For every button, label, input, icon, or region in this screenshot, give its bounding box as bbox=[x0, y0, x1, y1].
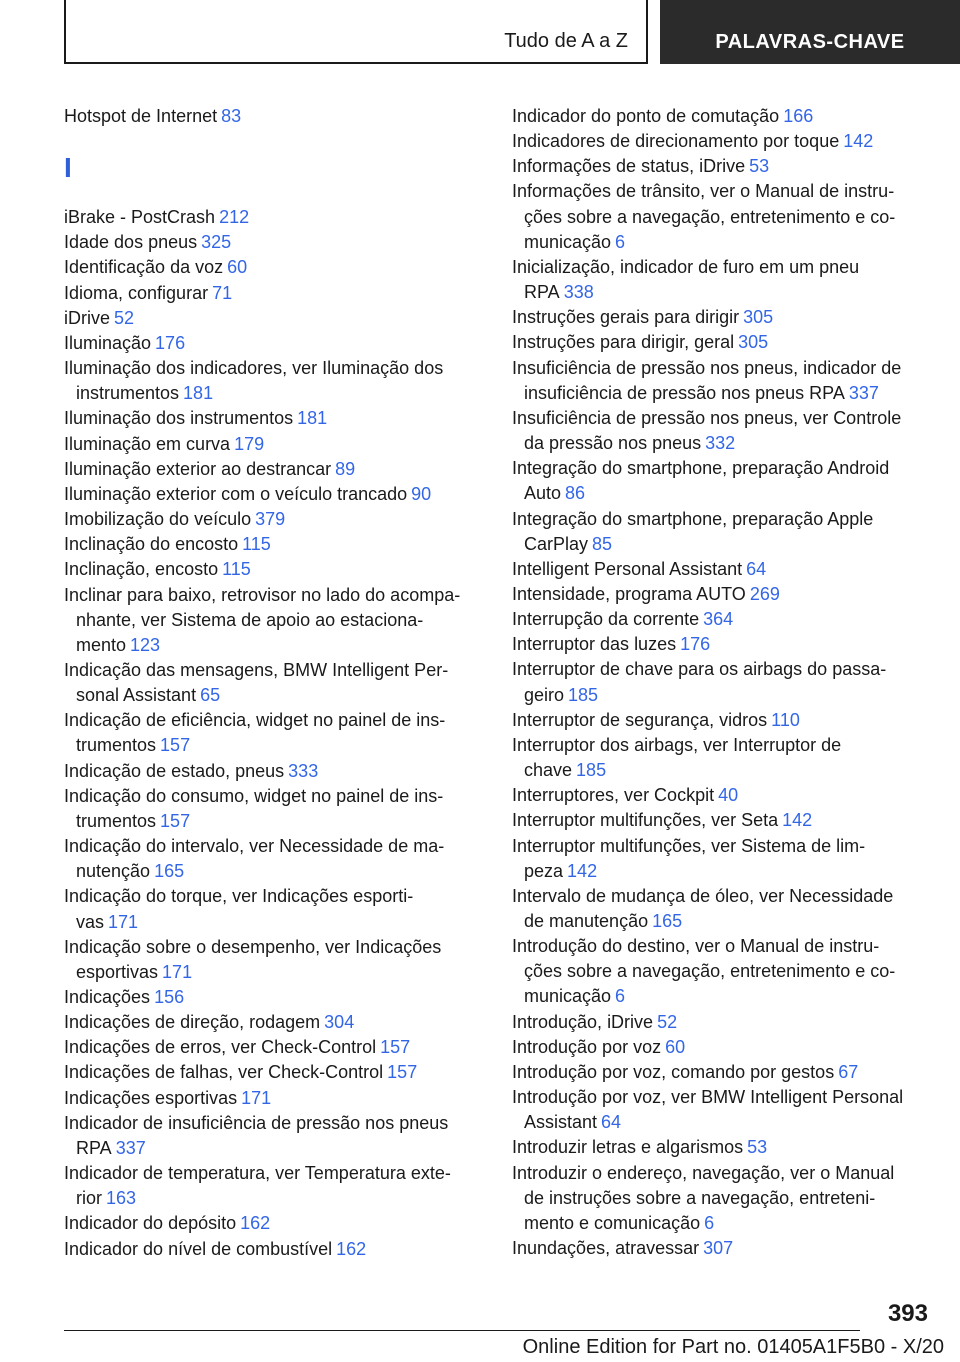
index-entry bbox=[64, 406, 476, 431]
index-entry-text: Indicações de direção, rodagem bbox=[64, 1012, 321, 1033]
index-entry bbox=[512, 657, 932, 707]
index-entry-text: ções sobre a navegação, entretenimento e co- bbox=[524, 961, 896, 982]
index-entry-text: Iluminação exterior com o veículo trancado bbox=[64, 483, 408, 504]
index-page-link[interactable]: 165 bbox=[652, 911, 683, 931]
index-entry-text: Indicador de temperatura, ver Temperatura exte- bbox=[64, 1163, 451, 1184]
index-entry-text: Iluminação dos indicadores, ver Iluminação dos bbox=[64, 358, 444, 379]
index-page-link[interactable]: 64 bbox=[601, 1112, 622, 1133]
page-number: 393 bbox=[887, 1300, 928, 1327]
index-entry bbox=[64, 532, 476, 557]
index-entry-text: Idioma, configurar bbox=[64, 282, 209, 303]
index-entry bbox=[512, 834, 932, 884]
index-page-link[interactable]: 176 bbox=[680, 634, 711, 655]
index-entry bbox=[512, 1236, 932, 1261]
index-entry-text: Iluminação em curva bbox=[64, 433, 231, 454]
index-entry bbox=[512, 582, 932, 607]
index-entry bbox=[64, 1060, 476, 1085]
index-entry bbox=[512, 783, 932, 808]
index-entry bbox=[512, 1135, 932, 1160]
index-entry bbox=[64, 230, 476, 255]
header-bottom-rule bbox=[64, 62, 648, 64]
index-entry-text: Indicador do depósito bbox=[64, 1213, 237, 1234]
index-page-link[interactable]: 85 bbox=[592, 533, 613, 554]
index-entry bbox=[512, 557, 932, 582]
index-entry-text: Identificação da voz bbox=[64, 257, 224, 278]
index-page-link[interactable]: 305 bbox=[743, 307, 774, 328]
index-entry-text: nhante, ver Sistema de apoio ao estaciona- bbox=[76, 609, 424, 630]
index-entry-text: Inclinação, encosto bbox=[64, 559, 219, 580]
index-entry bbox=[64, 583, 476, 658]
index-entry-text: Integração do smartphone, preparação Apple bbox=[512, 508, 874, 529]
index-entry bbox=[512, 330, 932, 355]
index-page-link[interactable]: 176 bbox=[155, 332, 186, 353]
index-page-link[interactable]: 110 bbox=[771, 709, 800, 730]
index-page-link[interactable]: 115 bbox=[242, 534, 271, 555]
index-entry-text: Informações de status, iDrive bbox=[512, 156, 746, 177]
index-entry bbox=[64, 1086, 476, 1111]
index-entry-text: Introdução, iDrive bbox=[512, 1011, 654, 1032]
index-entry-text: peza bbox=[524, 860, 564, 881]
index-entry bbox=[512, 1010, 932, 1035]
index-entry bbox=[64, 1211, 476, 1236]
index-entry bbox=[512, 1060, 932, 1085]
index-entry bbox=[512, 507, 932, 557]
index-entry bbox=[64, 482, 476, 507]
index-entry bbox=[64, 457, 476, 482]
index-page-link[interactable]: 90 bbox=[411, 483, 432, 504]
index-entry-text: Introduzir letras e algarismos bbox=[512, 1137, 744, 1158]
index-column-left bbox=[64, 104, 476, 1262]
index-entry bbox=[64, 935, 476, 985]
index-entry bbox=[512, 632, 932, 657]
index-entry-text: trumentos bbox=[76, 735, 157, 756]
index-entry-text: Indicador do nível de combustível bbox=[64, 1238, 333, 1259]
index-entry-text: Indicadores de direcionamento por toque bbox=[512, 131, 840, 152]
footer-rule bbox=[64, 1330, 860, 1331]
index-entry bbox=[64, 1035, 476, 1060]
index-entry-text: Inicialização, indicador de furo em um pneu bbox=[512, 256, 860, 277]
index-entry-text: Indicação de estado, pneus bbox=[64, 760, 285, 781]
index-entry-text: Intervalo de mudança de óleo, ver Necessidade bbox=[512, 885, 894, 906]
index-entry-text: insuficiência de pressão nos pneus RPA bbox=[524, 382, 845, 403]
index-page-link[interactable]: 52 bbox=[114, 307, 135, 328]
index-entry-text: Interruptor das luzes bbox=[512, 634, 677, 655]
index-entry-text: Iluminação bbox=[64, 332, 152, 353]
index-entry bbox=[64, 708, 476, 758]
index-page-link[interactable]: 71 bbox=[212, 282, 233, 303]
index-page-link[interactable]: 333 bbox=[288, 760, 319, 781]
index-entry bbox=[512, 733, 932, 783]
index-page-link[interactable]: 157 bbox=[387, 1062, 418, 1083]
index-page-link[interactable]: 181 bbox=[297, 408, 328, 429]
index-page-link[interactable]: 171 bbox=[241, 1087, 272, 1108]
index-page-link[interactable]: 304 bbox=[324, 1012, 355, 1033]
index-entry-text: Indicação do intervalo, ver Necessidade de ma- bbox=[64, 836, 445, 857]
index-entry bbox=[64, 658, 476, 708]
index-entry-text: geiro bbox=[524, 684, 565, 705]
index-entry-text: ções sobre a navegação, entretenimento e co- bbox=[524, 206, 896, 227]
index-entry-text: nutenção bbox=[76, 861, 151, 882]
index-entry-text: Instruções gerais para dirigir bbox=[512, 307, 740, 328]
index-entry bbox=[512, 179, 932, 254]
index-entry-text: de manutenção bbox=[524, 911, 649, 931]
index-entry bbox=[64, 1111, 476, 1161]
index-entry-text: chave bbox=[524, 760, 573, 781]
index-entry-text: Indicações bbox=[64, 987, 151, 1007]
index-entry bbox=[64, 1161, 476, 1211]
index-entry-text: Indicação sobre o desempenho, ver Indicações bbox=[64, 936, 442, 957]
index-entry bbox=[64, 1237, 476, 1262]
index-page-link[interactable]: 305 bbox=[738, 332, 769, 353]
index-entry-text: Idade dos pneus bbox=[64, 232, 198, 253]
index-entry-text: da pressão nos pneus bbox=[524, 433, 702, 454]
index-page-link[interactable]: 86 bbox=[565, 483, 586, 504]
index-page-link[interactable]: 185 bbox=[568, 684, 599, 705]
index-entry-text: sonal Assistant bbox=[76, 685, 197, 706]
index-entry-text: de instruções sobre a navegação, entreteni- bbox=[524, 1187, 876, 1208]
index-entry bbox=[64, 331, 476, 356]
index-entry-text: Insuficiência de pressão nos pneus, ver Controle bbox=[512, 407, 902, 428]
index-entry bbox=[512, 1161, 932, 1236]
index-entry bbox=[64, 281, 476, 306]
index-entry-text: Indicação das mensagens, BMW Intelligent Per- bbox=[64, 659, 449, 680]
edition-note: Online Edition for Part no. 01405A1F5B0 - X/20 bbox=[522, 1336, 944, 1358]
index-page-link[interactable]: 179 bbox=[234, 433, 265, 454]
index-entry bbox=[64, 356, 476, 406]
index-entry-text: Interrupção da corrente bbox=[512, 609, 700, 630]
index-page-link[interactable]: 212 bbox=[219, 207, 250, 228]
index-entry bbox=[64, 104, 476, 129]
index-page-link[interactable]: 157 bbox=[160, 735, 191, 756]
index-page-link[interactable]: 67 bbox=[838, 1061, 859, 1082]
index-entry bbox=[64, 834, 476, 884]
index-entry bbox=[64, 884, 476, 934]
index-entry-text: Auto bbox=[524, 483, 562, 504]
index-page-link[interactable]: 165 bbox=[154, 861, 185, 882]
index-entry bbox=[64, 507, 476, 532]
index-entry-text: RPA bbox=[524, 282, 560, 303]
chapter-tab-label: PALAVRAS-CHAVE bbox=[715, 31, 905, 53]
index-page-link[interactable]: 156 bbox=[154, 987, 185, 1007]
index-entry bbox=[512, 884, 932, 934]
index-entry-text: trumentos bbox=[76, 810, 157, 831]
index-entry bbox=[512, 154, 932, 179]
index-entry-text: Interruptor multifunções, ver Seta bbox=[512, 810, 779, 831]
index-entry bbox=[64, 432, 476, 457]
index-page-link[interactable]: 162 bbox=[336, 1238, 367, 1259]
index-page-link[interactable]: 181 bbox=[183, 383, 214, 404]
index-entry bbox=[64, 255, 476, 280]
index-entry bbox=[512, 356, 932, 406]
index-page-link[interactable]: 142 bbox=[782, 810, 813, 831]
index-entry-text: Indicador do ponto de comutação bbox=[512, 106, 780, 126]
index-entry-text: Interruptor multifunções, ver Sistema de lim- bbox=[512, 835, 866, 856]
index-entry bbox=[64, 306, 476, 331]
index-entry-text: Interruptores, ver Cockpit bbox=[512, 785, 715, 806]
index-entry-text: Indicações esportivas bbox=[64, 1087, 238, 1108]
index-page-link[interactable]: 52 bbox=[657, 1011, 678, 1032]
index-letter-heading: I bbox=[64, 152, 72, 184]
chapter-tab bbox=[660, 0, 960, 64]
index-entry-text: vas bbox=[76, 911, 105, 932]
index-page-link[interactable]: 162 bbox=[240, 1213, 271, 1234]
index-page-link[interactable]: 40 bbox=[718, 785, 739, 806]
index-entry bbox=[64, 759, 476, 784]
index-page-link[interactable]: 171 bbox=[162, 961, 193, 982]
section-title: Tudo de A a Z bbox=[504, 30, 628, 52]
index-entry bbox=[512, 406, 932, 456]
index-entry bbox=[512, 808, 932, 833]
index-entry-text: instrumentos bbox=[76, 383, 180, 404]
index-entry-text: esportivas bbox=[76, 961, 159, 982]
index-entry-text: municação bbox=[524, 986, 612, 1007]
index-page-link[interactable]: 142 bbox=[567, 860, 598, 881]
index-entry-text: Inundações, atravessar bbox=[512, 1238, 700, 1259]
index-entry-text: Intelligent Personal Assistant bbox=[512, 558, 743, 579]
header-left-rule bbox=[64, 0, 66, 64]
index-entry-text: iDrive bbox=[64, 307, 111, 328]
index-entry bbox=[64, 205, 476, 230]
index-entry bbox=[512, 708, 932, 733]
index-page-link[interactable]: 166 bbox=[783, 106, 814, 126]
index-page-link[interactable]: 60 bbox=[227, 257, 248, 278]
index-entry-text: Indicação do consumo, widget no painel de ins- bbox=[64, 785, 444, 806]
index-entry-text: mento bbox=[76, 634, 127, 655]
index-page-link[interactable]: 325 bbox=[201, 232, 232, 253]
index-page-link[interactable]: 157 bbox=[160, 810, 191, 831]
index-entry-text: Indicação de eficiência, widget no painel de ins- bbox=[64, 710, 446, 731]
index-entry bbox=[64, 557, 476, 582]
index-page-link[interactable]: 157 bbox=[380, 1037, 411, 1058]
index-entry-text: Inclinação do encosto bbox=[64, 534, 239, 555]
index-page-link[interactable]: 337 bbox=[115, 1137, 146, 1158]
index-entry-text: Introdução por voz, ver BMW Intelligent Personal bbox=[512, 1087, 904, 1108]
index-entry-text: Informações de trânsito, ver o Manual de instru- bbox=[512, 181, 895, 202]
index-page-link[interactable]: 379 bbox=[255, 509, 286, 530]
index-page-link[interactable]: 269 bbox=[749, 583, 780, 604]
index-entry-text: Iluminação exterior ao destrancar bbox=[64, 458, 332, 479]
index-entry-text: Introduzir o endereço, navegação, ver o Manual bbox=[512, 1162, 895, 1183]
index-entry bbox=[512, 607, 932, 632]
index-entry-text: Hotspot de Internet bbox=[64, 106, 218, 126]
index-page-link[interactable]: 89 bbox=[335, 458, 356, 479]
index-entry bbox=[64, 985, 476, 1010]
index-page-link[interactable]: 332 bbox=[705, 433, 736, 454]
index-entry-text: Introdução do destino, ver o Manual de instru- bbox=[512, 936, 880, 957]
index-entry-text: rior bbox=[76, 1188, 102, 1209]
index-entry-text: iBrake - PostCrash bbox=[64, 207, 216, 228]
index-entry-text: Indicação do torque, ver Indicações esporti- bbox=[64, 886, 414, 907]
index-entry-text: Indicador de insuficiência de pressão nos pneus bbox=[64, 1112, 449, 1133]
index-entry-text: Imobilização do veículo bbox=[64, 509, 252, 530]
index-entry-text: Inclinar para baixo, retrovisor no lado do acompa- bbox=[64, 584, 461, 605]
index-page-link[interactable]: 163 bbox=[106, 1188, 137, 1209]
index-entry bbox=[64, 1010, 476, 1035]
index-entry-text: mento e comunicação bbox=[524, 1212, 701, 1233]
index-entry bbox=[512, 255, 932, 305]
index-entry bbox=[512, 1035, 932, 1060]
index-page-link[interactable]: 123 bbox=[130, 634, 161, 655]
index-page-link[interactable]: 185 bbox=[576, 760, 607, 781]
index-page-link[interactable]: 6 bbox=[615, 986, 626, 1007]
index-entry-text: Intensidade, programa AUTO bbox=[512, 583, 746, 604]
index-page-link[interactable]: 337 bbox=[848, 382, 879, 403]
header-right-rule bbox=[646, 0, 648, 64]
index-entry bbox=[64, 784, 476, 834]
index-page-link[interactable]: 142 bbox=[843, 131, 874, 152]
index-page-link[interactable]: 115 bbox=[222, 559, 251, 580]
index-page-link[interactable]: 83 bbox=[221, 106, 242, 126]
index-entry-text: Iluminação dos instrumentos bbox=[64, 408, 294, 429]
index-entry-text: Indicações de falhas, ver Check-Control bbox=[64, 1062, 384, 1083]
index-page-link[interactable]: 65 bbox=[200, 685, 221, 706]
index-entry bbox=[512, 104, 932, 129]
index-entry bbox=[512, 305, 932, 330]
index-column-right bbox=[512, 104, 932, 1261]
index-page-link[interactable]: 338 bbox=[563, 282, 594, 303]
index-entry bbox=[512, 1085, 932, 1135]
index-page-link[interactable]: 64 bbox=[746, 558, 767, 579]
index-page-link[interactable]: 6 bbox=[704, 1212, 715, 1233]
index-entry-text: municação bbox=[524, 231, 612, 252]
index-page-link[interactable]: 6 bbox=[615, 231, 626, 252]
index-entry-text: Introdução por voz, comando por gestos bbox=[512, 1061, 835, 1082]
index-page-link[interactable]: 60 bbox=[665, 1036, 686, 1057]
index-entry-text: Integração do smartphone, preparação Android bbox=[512, 458, 890, 479]
index-page-link[interactable]: 364 bbox=[703, 609, 734, 630]
index-entry-text: Interruptor de segurança, vidros bbox=[512, 709, 768, 730]
index-entry-text: CarPlay bbox=[524, 533, 589, 554]
index-entry-text: RPA bbox=[76, 1137, 112, 1158]
index-entry-text: Assistant bbox=[524, 1112, 598, 1133]
index-entry-text: Interruptor dos airbags, ver Interruptor de bbox=[512, 734, 842, 755]
index-entry-text: Insuficiência de pressão nos pneus, indicador de bbox=[512, 357, 902, 378]
index-page-link[interactable]: 171 bbox=[108, 911, 139, 932]
index-entry-text: Indicações de erros, ver Check-Control bbox=[64, 1037, 377, 1058]
index-entry bbox=[512, 934, 932, 1009]
index-entry-text: Introdução por voz bbox=[512, 1036, 662, 1057]
index-entry bbox=[512, 129, 932, 154]
index-page-link[interactable]: 53 bbox=[749, 156, 770, 177]
index-page-link[interactable]: 307 bbox=[703, 1238, 734, 1259]
index-entry-text: Interruptor de chave para os airbags do passa- bbox=[512, 659, 887, 680]
index-page-link[interactable]: 53 bbox=[747, 1137, 768, 1158]
index-entry bbox=[512, 456, 932, 506]
index-entry-text: Instruções para dirigir, geral bbox=[512, 332, 735, 353]
